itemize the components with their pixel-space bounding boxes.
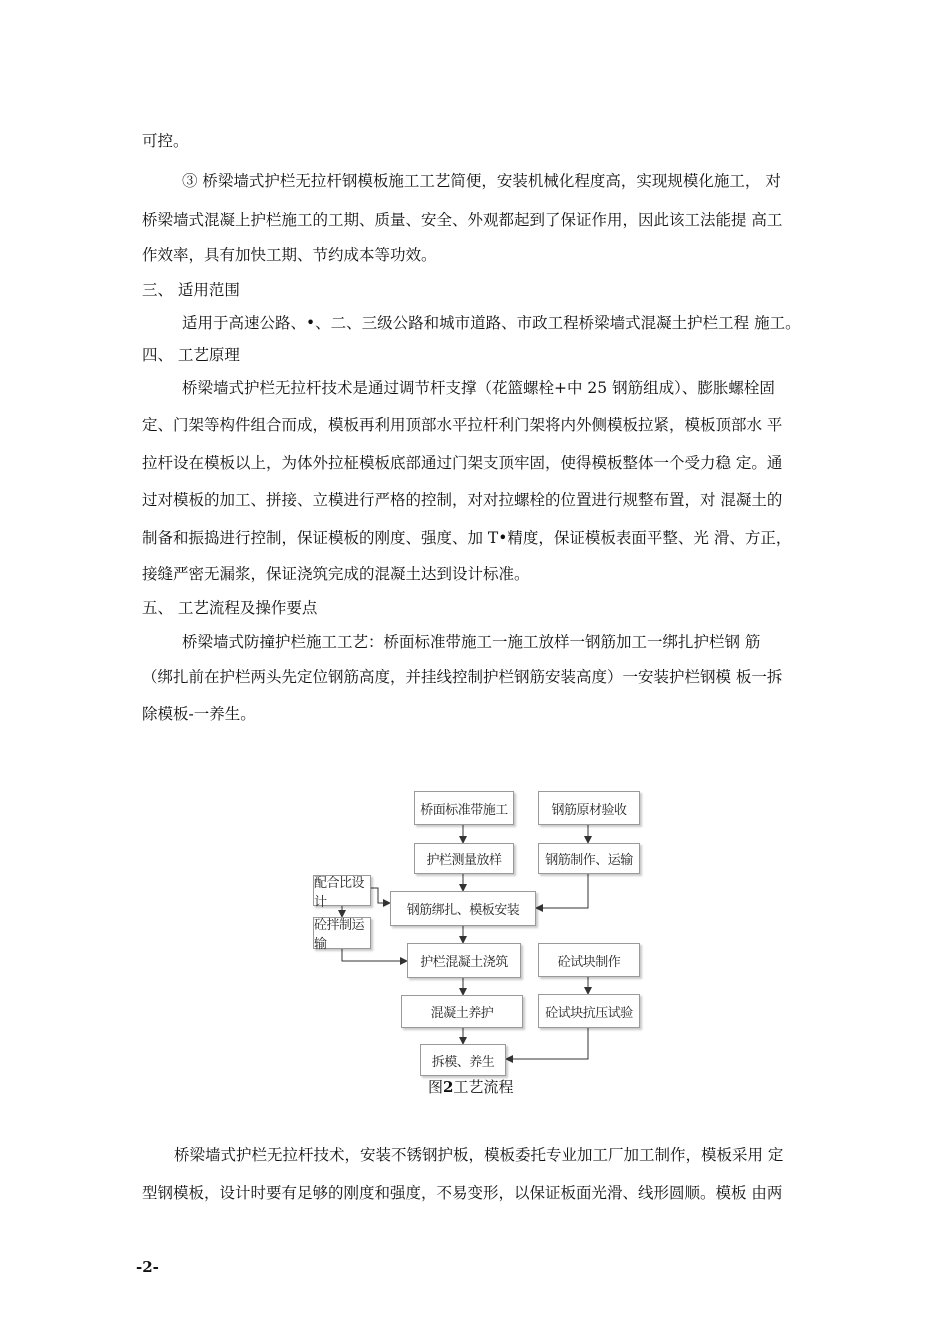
arrow-b11-b12 bbox=[506, 1027, 588, 1059]
flowchart-box: 钢筋制作、运输 bbox=[538, 843, 640, 874]
section-heading: 三、 适用范围 bbox=[142, 281, 240, 299]
paragraph-line: 桥梁墙式护栏无拉杆技术是通过调节杆支撑（花篮螺栓+中 25 钢筋组成）、膨胀螺栓固 bbox=[182, 379, 775, 397]
flowchart-box: 混凝土养护 bbox=[401, 995, 523, 1028]
paragraph-line: 定、门架等构件组合而成，模板再利用顶部水平拉杆利门架将内外侧模板拉紧，模板顶部水 平 bbox=[142, 416, 783, 434]
flowchart-box: 钢筋绑扎、模板安装 bbox=[390, 891, 536, 926]
figure-caption: 图2工艺流程 bbox=[428, 1078, 514, 1096]
paragraph-line: 作效率，具有加快工期、节约成本等功效。 bbox=[142, 246, 437, 264]
paragraph-line: 接缝严密无漏浆，保证浇筑完成的混凝土达到设计标准。 bbox=[142, 565, 530, 583]
paragraph-line: 型钢模板，设计时要有足够的刚度和强度，不易变形，以保证板面光滑、线形圆顺。模板 由两 bbox=[142, 1184, 783, 1202]
flowchart-box: 钢筋原材验收 bbox=[538, 791, 640, 825]
flowchart-box: 拆模、养生 bbox=[420, 1044, 506, 1076]
paragraph-line: 除模板-一养生。 bbox=[142, 705, 256, 723]
paragraph-line: 过对模板的加工、拼接、立模进行严格的控制，对对拉螺栓的位置进行规整布置，对 混凝土的 bbox=[142, 491, 783, 509]
flowchart-box: 砼试块制作 bbox=[538, 943, 640, 977]
flowchart-box: 桥面标准带施工 bbox=[414, 791, 514, 825]
flowchart-box: 配合比设计 bbox=[313, 875, 371, 906]
paragraph-line: 可控。 bbox=[142, 132, 189, 150]
paragraph-line: （绑扎前在护栏两头先定位钢筋高度，并挂线控制护栏钢筋安装高度）一安装护栏钢模 板一拆 bbox=[142, 668, 783, 686]
flowchart-box: 砼试块抗压试验 bbox=[538, 994, 640, 1028]
section-heading: 五、 工艺流程及操作要点 bbox=[142, 599, 318, 617]
paragraph-line: ③ 桥梁墙式护栏无拉杆钢模板施工工艺简便，安装机械化程度高，实现规模化施工， 对 bbox=[182, 172, 781, 190]
flowchart-box: 砼拌制运输 bbox=[313, 917, 371, 949]
section-heading: 四、 工艺原理 bbox=[142, 346, 240, 364]
arrow-b5-b6 bbox=[370, 888, 390, 903]
paragraph-line: 适用于高速公路、•、二、三级公路和城市道路、市政工程桥梁墙式混凝土护栏工程 施工。 bbox=[182, 314, 801, 332]
paragraph-line: 制备和振捣进行控制，保证模板的刚度、强度、加 T•精度，保证模板表面平整、光 滑、方正， bbox=[142, 529, 792, 547]
page-number: -2- bbox=[136, 1258, 159, 1276]
paragraph-line: 桥梁墙式护栏无拉杆技术，安装不锈钢护板，模板委托专业加工厂加工制作，模板采用 定 bbox=[174, 1146, 784, 1164]
flowchart-box: 护栏测量放样 bbox=[414, 843, 514, 874]
flowchart-box: 护栏混凝土浇筑 bbox=[407, 943, 521, 978]
arrow-b4-b6 bbox=[536, 873, 588, 908]
paragraph-line: 拉杆设在模板以上，为体外拉柾模板底部通过门架支顶牢固，使得模板整体一个受力稳 定。通 bbox=[142, 454, 783, 472]
paragraph-line: 桥梁墙式混凝上护栏施工的工期、质量、安全、外观都起到了保证作用，因此该工法能提 高工 bbox=[142, 211, 783, 229]
paragraph-line: 桥梁墙式防撞护栏施工工艺：桥面标准带施工一施工放样一钢筋加工一绑扎护栏钢 筋 bbox=[182, 633, 761, 651]
